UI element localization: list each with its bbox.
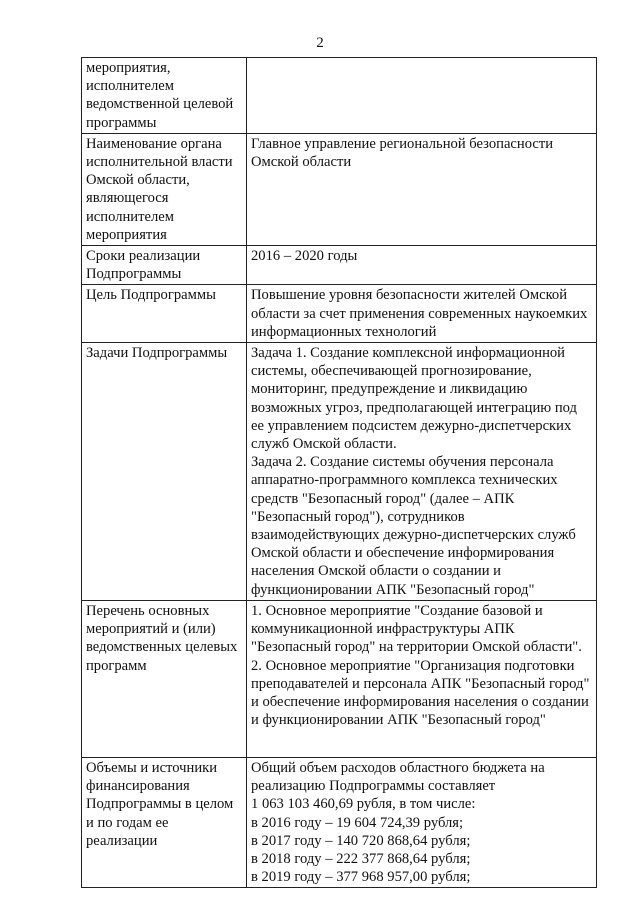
financing-2019: в 2019 году – 377 968 957,00 рубля; xyxy=(251,869,471,886)
value-paragraph: Главное управление региональной безопасности Омской области xyxy=(251,135,554,171)
financing-2017: в 2017 году – 140 720 868,64 рубля; xyxy=(251,832,471,849)
page-number: 2 xyxy=(316,35,324,51)
task-1: Задача 1. Создание комплексной информационной системы, обеспечивающей прогнозирование, мониторинг, предупреждение и ликвидацию возможных угроз, предполагающей интеграцию под ее управлением подсистем дежурно-диспетчерских служб Омской области. xyxy=(251,345,577,453)
subprogram-passport-table xyxy=(81,57,597,888)
activity-2: 2. Основное мероприятие "Организация подготовки преподавателей и персонала АПК "Безопасный город" и обеспечение информирования населения о создании и функционировании АПК "Безопасный город" xyxy=(251,657,590,729)
row-label: Сроки реализации Подпрограммы xyxy=(82,246,247,285)
table-row-goal xyxy=(82,285,597,343)
row-value xyxy=(247,246,597,285)
activity-1: 1. Основное мероприятие "Создание базовой и коммуникационной инфраструктуры АПК "Безопасный город" на территории Омской области". xyxy=(251,602,582,656)
row-value xyxy=(247,757,597,887)
row-value xyxy=(247,133,597,245)
row-label: мероприятия, исполнителем ведомственной целевой программы xyxy=(82,58,247,134)
row-label: Объемы и источники финансирования Подпрограммы в целом и по годам ее реализации xyxy=(82,757,247,887)
table-row-tasks xyxy=(82,343,597,601)
row-value xyxy=(247,600,597,757)
row-value xyxy=(247,285,597,343)
value-paragraph: Повышение уровня безопасности жителей Омской области за счет применения современных наукоемких информационных технологий xyxy=(251,287,588,340)
row-value xyxy=(247,343,597,601)
financing-2016: в 2016 году – 19 604 724,39 рубля; xyxy=(251,814,464,831)
table-row-implementation-period xyxy=(82,246,597,285)
table-row-executor-continued xyxy=(82,58,597,134)
table-row-executive-authority xyxy=(82,133,597,245)
value-paragraph: 2016 – 2020 годы xyxy=(251,248,358,265)
table-row-financing xyxy=(82,757,597,887)
row-label: Задачи Подпрограммы xyxy=(82,343,247,601)
row-label: Цель Подпрограммы xyxy=(82,285,247,343)
row-value xyxy=(247,58,597,134)
financing-2018: в 2018 году – 222 377 868,64 рубля; xyxy=(251,850,471,867)
financing-total: 1 063 103 460,69 рубля, в том числе: xyxy=(251,796,476,813)
row-label: Перечень основных мероприятий и (или) ведомственных целевых программ xyxy=(82,600,247,757)
table-row-main-activities xyxy=(82,600,597,757)
financing-intro: Общий объем расходов областного бюджета на реализацию Подпрограммы составляет xyxy=(251,759,545,795)
row-label: Наименование органа исполнительной власти Омской области, являющегося исполнителем мероприятия xyxy=(82,133,247,245)
task-2: Задача 2. Создание системы обучения персонала аппаратно-программного комплекса технических средств "Безопасный город" (далее – АПК "Безопасный город"), сотрудников взаимодействующих дежурно-диспетчерских служб Омской области и обеспечение информирования населения Омской области о создании и функционировании АПК "Безопасный город" xyxy=(251,454,576,598)
